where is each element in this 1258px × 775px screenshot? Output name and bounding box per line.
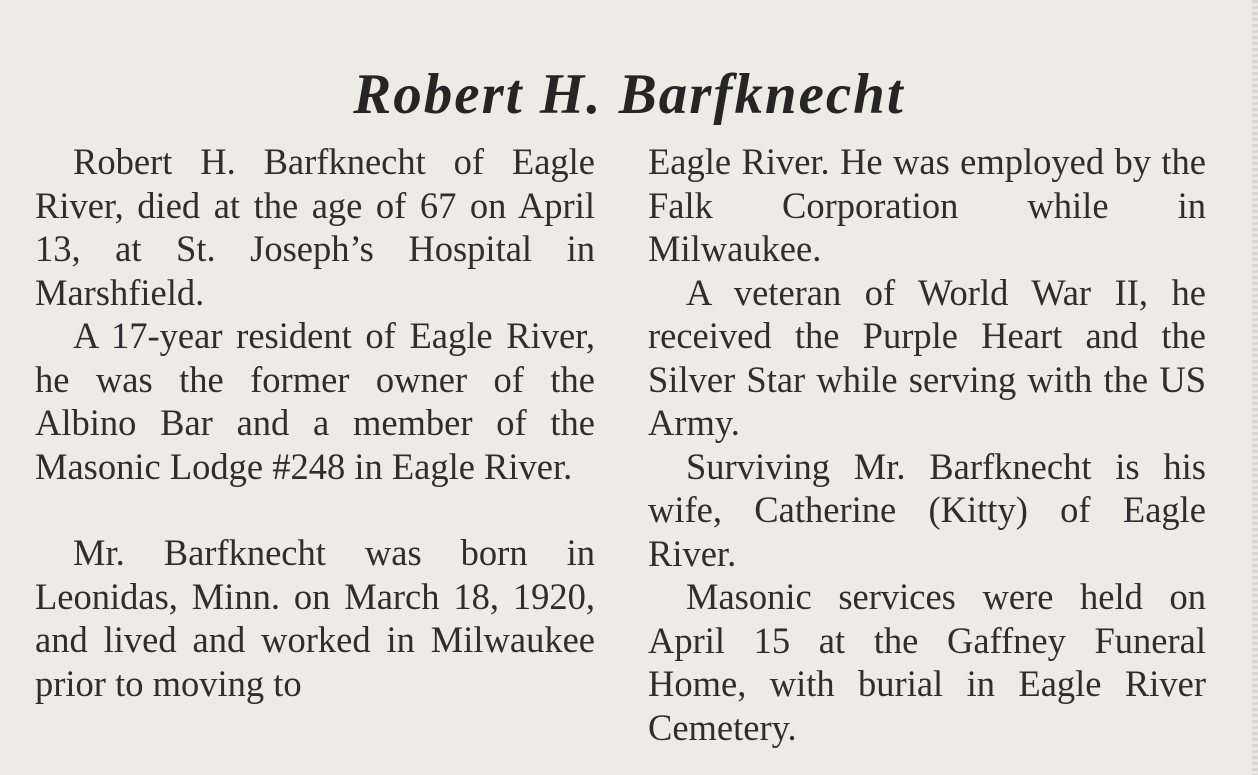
paragraph-employment: Eagle River. He was employed by the Falk Corporation while in Milwaukee. bbox=[648, 141, 1206, 269]
left-column bbox=[35, 140, 595, 705]
paragraph-services: Masonic services were held on April 15 at the Gaffney Funeral Home, with burial in Eagle River Cemetery. bbox=[648, 576, 1206, 748]
paragraph-residence: A 17-year resident of Eagle River, he was the former owner of the Albino Bar and a member of the Masonic Lodge #248 in Eagle River. bbox=[35, 315, 595, 487]
paragraph-military-service: A veteran of World War II, he received the Purple Heart and the Silver Star while serving with the US Army. bbox=[648, 271, 1206, 443]
right-column bbox=[648, 140, 1206, 749]
paragraph-survivors: Surviving Mr. Barfknecht is his wife, Catherine (Kitty) of Eagle River. bbox=[648, 445, 1206, 574]
paragraph-birth: Mr. Barfknecht was born in Leonidas, Minn. on March 18, 1920, and lived and worked in Milwaukee prior to moving to bbox=[35, 532, 595, 704]
obituary-title: Robert H. Barfknecht bbox=[353, 63, 905, 127]
paragraph-death-notice: Robert H. Barfknecht of Eagle River, died at the age of 67 on April 13, at St. Joseph’s Hospital in Marshfield. bbox=[35, 141, 595, 313]
